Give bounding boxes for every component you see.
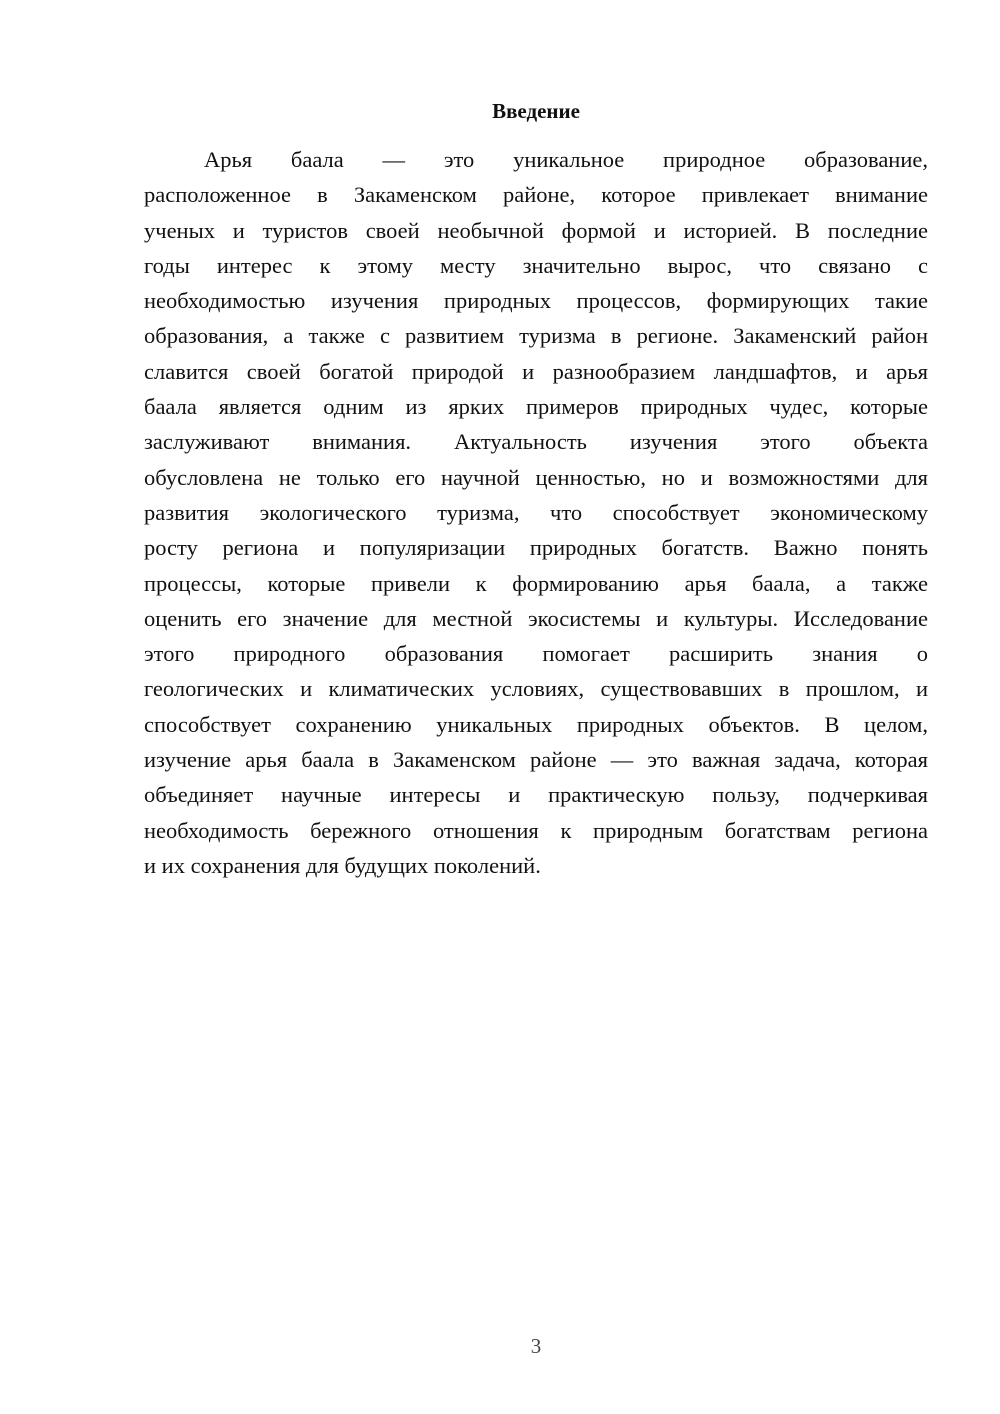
- paragraph-line: расположенное в Закаменском районе, которое привлекает внимание: [144, 182, 928, 208]
- paragraph-line: ученых и туристов своей необычной формой и историей. В последние: [144, 217, 928, 243]
- paragraph-line: изучение арья баала в Закаменском районе — это важная задача, которая: [144, 747, 928, 773]
- paragraph-line: заслуживают внимания. Актуальность изучения этого объекта: [144, 429, 928, 455]
- paragraph-line: и их сохранения для будущих поколений.: [144, 852, 541, 878]
- page-number: 3: [530, 1334, 542, 1358]
- section-heading: Введение: [492, 99, 580, 123]
- paragraph-line: оценить его значение для местной экосистемы и культуры. Исследование: [144, 605, 928, 631]
- introduction-paragraph: [144, 142, 928, 883]
- paragraph-line: способствует сохранению уникальных природных объектов. В целом,: [144, 711, 928, 737]
- paragraph-line: образования, а также с развитием туризма в регионе. Закаменский район: [144, 323, 928, 349]
- paragraph-line: Арья баала — это уникальное природное образование,: [204, 147, 928, 172]
- paragraph-line: развития экологического туризма, что способствует экономическому: [144, 499, 928, 525]
- paragraph-line: славится своей богатой природой и разнообразием ландшафтов, и арья: [144, 358, 928, 384]
- paragraph-line: годы интерес к этому месту значительно вырос, что связано с: [144, 252, 928, 278]
- paragraph-line: росту региона и популяризации природных богатств. Важно понять: [144, 535, 928, 561]
- paragraph-line: геологических и климатических условиях, существовавших в прошлом, и: [144, 676, 928, 702]
- paragraph-line: необходимость бережного отношения к природным богатствам региона: [144, 817, 928, 843]
- paragraph-line: необходимостью изучения природных процессов, формирующих такие: [144, 288, 928, 314]
- paragraph-line: объединяет научные интересы и практическую пользу, подчеркивая: [144, 782, 928, 808]
- paragraph-line: баала является одним из ярких примеров природных чудес, которые: [144, 394, 928, 420]
- paragraph-line: этого природного образования помогает расширить знания о: [144, 641, 928, 667]
- paragraph-line: обусловлена не только его научной ценностью, но и возможностями для: [144, 464, 928, 490]
- paragraph-line: процессы, которые привели к формированию арья баала, а также: [144, 570, 928, 596]
